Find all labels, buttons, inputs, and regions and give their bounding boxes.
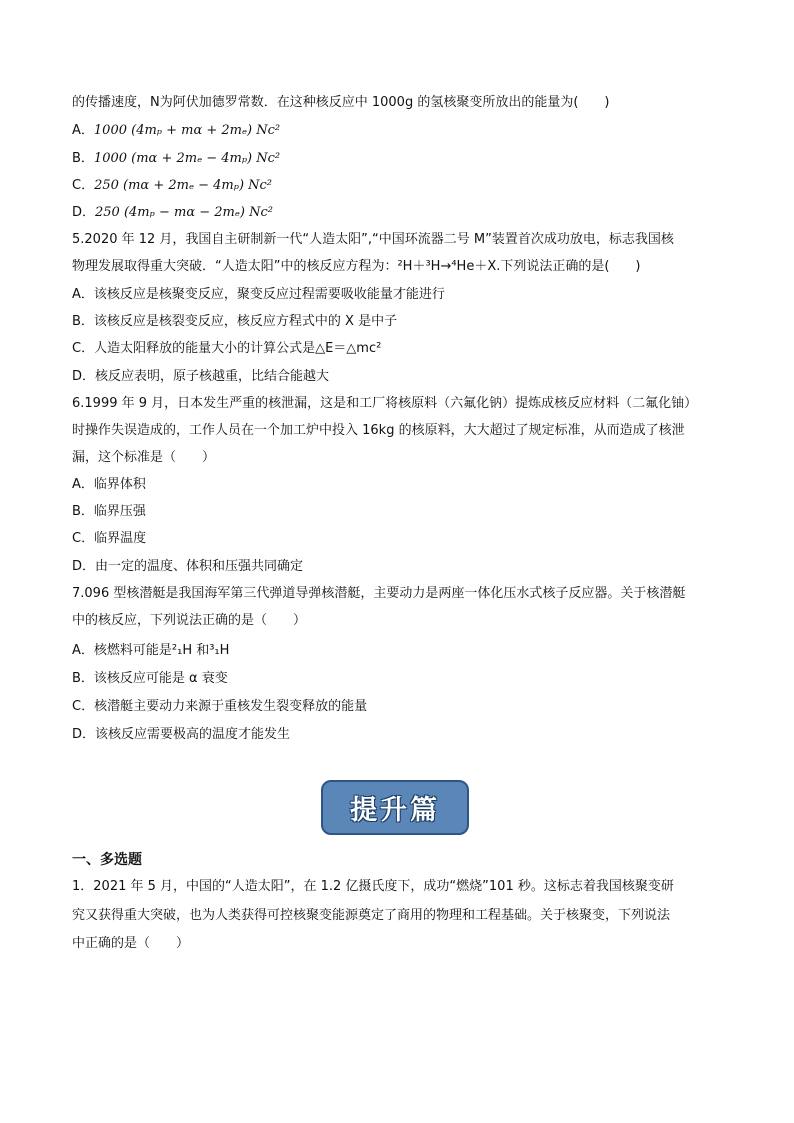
q7-stem-line2: 中的核反应，下列说法正确的是（ ）	[72, 613, 307, 628]
q1-stem-line1: 1．2021 年 5 月，中国的“人造太阳”，在 1.2 亿摄氏度下，成功“燃烧”101 秒。这标志着我国核聚变研	[72, 879, 674, 894]
q6-option-a: A．临界体积	[72, 477, 146, 492]
q5-option-a: A．该核反应是核聚变反应，聚变反应过程需要吸收能量才能进行	[72, 287, 445, 302]
q7-option-b: B．该核反应可能是 α 衰变	[72, 671, 228, 686]
q7-option-c: C．核潜艇主要动力来源于重核发生裂变释放的能量	[72, 699, 368, 714]
q6-option-b: B．临界压强	[72, 504, 146, 519]
q5-option-c: C．人造太阳释放的能量大小的计算公式是△E＝△mc²	[72, 341, 382, 356]
section-heading: 一、多选题	[72, 852, 142, 868]
q6-stem-line3: 漏，这个标准是（ ）	[72, 450, 216, 465]
q5-stem-line1: 5.2020 年 12 月，我国自主研制新一代“人造太阳”,“中国环流器二号 M”装置首次成功放电，标志我国核	[72, 232, 674, 247]
banner-title: 提升篇	[350, 795, 440, 826]
section-banner	[321, 780, 469, 835]
q6-option-c: C．临界温度	[72, 531, 147, 546]
q6-stem-line1: 6.1999 年 9 月，日本发生严重的核泄漏，这是和工厂将核原料（六氟化钠）提炼成核反应材料（二氟化铀）	[72, 396, 698, 411]
q5-option-b: B．该核反应是核裂变反应，核反应方程式中的 X 是中子	[72, 314, 398, 329]
q4-stem-tail: 的传播速度，N为阿伏加德罗常数．在这种核反应中 1000g 的氢核聚变所放出的能量为( )	[72, 95, 610, 110]
q6-option-d: D．由一定的温度、体积和压强共同确定	[72, 559, 304, 574]
q4-option-c: C．250 (mα + 2mₑ − 4mₚ) Nc²	[72, 178, 273, 193]
q7-stem-line1: 7.096 型核潜艇是我国海军第三代弹道导弹核潜艇，主要动力是两座一体化压水式核子反应器。关于核潜艇	[72, 586, 686, 601]
q6-stem-line2: 时操作失误造成的，工作人员在一个加工炉中投入 16kg 的核原料，大大超过了规定标准，从而造成了核泄	[72, 423, 685, 438]
q5-option-d: D．核反应表明，原子核越重，比结合能越大	[72, 369, 330, 384]
q1-stem-line2: 究又获得重大突破，也为人类获得可控核聚变能源奠定了商用的物理和工程基础。关于核聚变，下列说法	[72, 908, 671, 923]
q4-option-a: A．1000 (4mₚ + mα + 2mₑ) Nc²	[72, 123, 281, 138]
q7-option-d: D．该核反应需要极高的温度才能发生	[72, 727, 291, 742]
q1-stem-line3: 中正确的是（ ）	[72, 936, 190, 951]
q5-stem-line2: 物理发展取得重大突破．“人造太阳”中的核反应方程为：²H＋³H→⁴He＋X.下列说法正确的是( )	[72, 259, 641, 274]
q4-option-b: B．1000 (mα + 2mₑ − 4mₚ) Nc²	[72, 151, 281, 166]
q7-option-a: A．核燃料可能是²₁H 和³₁H	[72, 643, 230, 658]
q4-option-d: D．250 (4mₚ − mα − 2mₑ) Nc²	[72, 205, 273, 220]
